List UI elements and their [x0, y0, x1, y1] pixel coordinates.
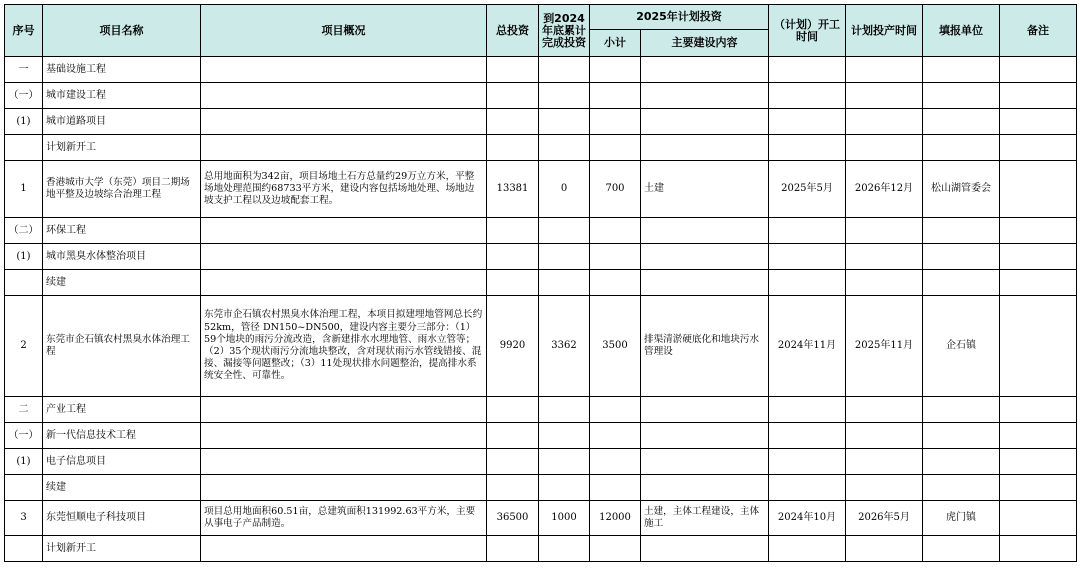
cell-empty: [641, 423, 769, 449]
cell-empty: [923, 218, 1000, 244]
cell-seq: 2: [5, 296, 43, 397]
cell-seq: (1): [5, 244, 43, 270]
cell-empty: [923, 270, 1000, 296]
cell-empty: [923, 536, 1000, 562]
cell-name: 电子信息项目: [43, 449, 201, 475]
header-seq: 序号: [5, 5, 43, 57]
cell-empty: [923, 83, 1000, 109]
cell-empty: [1000, 475, 1077, 501]
cell-empty: [590, 244, 641, 270]
cell-overview: 东莞市企石镇农村黑臭水体治理工程，本项目拟建埋地管网总长约 52km，管径 DN150~DN500，建设内容主要分三部分：（1）59个地块的雨污分流改造，含新建排水水埋地管、雨水立管等；（2）35个现状雨污分流地块整改，含对现状雨污水管线错接、混接、漏接等问题整改；（3）11处现状排水问题整治，提高排水系统安全性、可靠性。: [201, 296, 487, 397]
cell-empty: [641, 83, 769, 109]
table-row: [5, 296, 1077, 397]
cell-empty: [201, 109, 487, 135]
cell-seq: [5, 135, 43, 161]
investment-plan-table: [4, 4, 1077, 562]
cell-total: 13381: [487, 161, 539, 218]
cell-empty: [487, 244, 539, 270]
cell-empty: [641, 397, 769, 423]
cell-empty: [641, 270, 769, 296]
cell-name: 计划新开工: [43, 536, 201, 562]
table-body: [5, 57, 1077, 562]
cell-empty: [201, 270, 487, 296]
header-plan2025: 2025年计划投资: [590, 5, 769, 30]
table-header: [5, 5, 1077, 57]
cell-empty: [590, 109, 641, 135]
cell-production: 2026年12月: [846, 161, 923, 218]
cell-name: 续建: [43, 475, 201, 501]
cell-content: 土建，主体工程建设，主体施工: [641, 501, 769, 536]
table-row: [5, 501, 1077, 536]
cell-empty: [846, 536, 923, 562]
cell-subtotal: 12000: [590, 501, 641, 536]
cell-unit: 虎门镇: [923, 501, 1000, 536]
cell-empty: [487, 218, 539, 244]
cell-empty: [846, 270, 923, 296]
cell-empty: [769, 270, 846, 296]
cell-start: 2024年11月: [769, 296, 846, 397]
cell-name: 东莞恒顺电子科技项目: [43, 501, 201, 536]
cell-name: 计划新开工: [43, 135, 201, 161]
cell-empty: [923, 57, 1000, 83]
cell-empty: [539, 135, 590, 161]
table-row: [5, 135, 1077, 161]
cell-note: [1000, 296, 1077, 397]
cell-empty: [641, 449, 769, 475]
header-total: 总投资: [487, 5, 539, 57]
table-row: [5, 270, 1077, 296]
cell-empty: [769, 475, 846, 501]
cell-cumulative: 3362: [539, 296, 590, 397]
cell-subtotal: 3500: [590, 296, 641, 397]
cell-empty: [487, 397, 539, 423]
cell-name: 续建: [43, 270, 201, 296]
cell-empty: [539, 57, 590, 83]
cell-empty: [590, 423, 641, 449]
cell-empty: [1000, 244, 1077, 270]
cell-empty: [201, 218, 487, 244]
cell-seq: [5, 475, 43, 501]
header-subtotal: 小计: [590, 30, 641, 57]
cell-empty: [590, 57, 641, 83]
cell-name: 城市道路项目: [43, 109, 201, 135]
cell-empty: [539, 449, 590, 475]
cell-seq: （一）: [5, 423, 43, 449]
cell-empty: [487, 83, 539, 109]
cell-empty: [1000, 57, 1077, 83]
cell-seq: [5, 270, 43, 296]
table-row: [5, 83, 1077, 109]
cell-empty: [487, 449, 539, 475]
cell-empty: [641, 57, 769, 83]
cell-empty: [1000, 83, 1077, 109]
cell-content: 排渠清淤硬底化和地块污水管理设: [641, 296, 769, 397]
table-row: [5, 423, 1077, 449]
cell-seq: 1: [5, 161, 43, 218]
cell-empty: [1000, 135, 1077, 161]
header-content: 主要建设内容: [641, 30, 769, 57]
cell-empty: [769, 536, 846, 562]
cell-empty: [539, 109, 590, 135]
cell-overview: 总用地面积为342亩，项目场地土石方总量约29万立方米，平整场地处理范围约68733平方米，建设内容包括场地处理、场地边坡支护工程以及边坡配套工程。: [201, 161, 487, 218]
cell-empty: [1000, 536, 1077, 562]
cell-empty: [487, 536, 539, 562]
cell-total: 36500: [487, 501, 539, 536]
table-row: [5, 449, 1077, 475]
cell-empty: [201, 423, 487, 449]
cell-content: 土建: [641, 161, 769, 218]
cell-empty: [590, 449, 641, 475]
cell-empty: [201, 449, 487, 475]
header-start: （计划）开工时间: [769, 5, 846, 57]
cell-empty: [641, 135, 769, 161]
cell-seq: (1): [5, 449, 43, 475]
cell-empty: [846, 57, 923, 83]
cell-cumulative: 1000: [539, 501, 590, 536]
header-name: 项目名称: [43, 5, 201, 57]
cell-seq: 一: [5, 57, 43, 83]
cell-empty: [487, 475, 539, 501]
cell-empty: [1000, 218, 1077, 244]
cell-empty: [846, 218, 923, 244]
cell-empty: [539, 270, 590, 296]
cell-subtotal: 700: [590, 161, 641, 218]
cell-name: 产业工程: [43, 397, 201, 423]
cell-name: 新一代信息技术工程: [43, 423, 201, 449]
cell-name: 城市黑臭水体整治项目: [43, 244, 201, 270]
cell-seq: 3: [5, 501, 43, 536]
cell-seq: 二: [5, 397, 43, 423]
cell-empty: [487, 270, 539, 296]
cell-empty: [1000, 397, 1077, 423]
cell-empty: [846, 475, 923, 501]
header-note: 备注: [1000, 5, 1077, 57]
cell-empty: [590, 270, 641, 296]
cell-empty: [590, 135, 641, 161]
cell-empty: [487, 135, 539, 161]
cell-empty: [201, 244, 487, 270]
cell-name: 基础设施工程: [43, 57, 201, 83]
cell-empty: [923, 449, 1000, 475]
cell-empty: [846, 244, 923, 270]
cell-empty: [1000, 270, 1077, 296]
cell-empty: [923, 109, 1000, 135]
cell-empty: [201, 135, 487, 161]
cell-unit: 松山湖管委会: [923, 161, 1000, 218]
cell-production: 2026年5月: [846, 501, 923, 536]
cell-empty: [539, 244, 590, 270]
cell-name: 香港城市大学（东莞）项目二期场地平整及边坡综合治理工程: [43, 161, 201, 218]
table-row: [5, 397, 1077, 423]
cell-cumulative: 0: [539, 161, 590, 218]
cell-seq: [5, 536, 43, 562]
cell-empty: [539, 83, 590, 109]
table-row: [5, 218, 1077, 244]
cell-empty: [590, 218, 641, 244]
cell-seq: （二）: [5, 218, 43, 244]
cell-empty: [539, 475, 590, 501]
cell-empty: [769, 218, 846, 244]
header-unit: 填报单位: [923, 5, 1000, 57]
header-overview: 项目概况: [201, 5, 487, 57]
cell-empty: [590, 83, 641, 109]
cell-unit: 企石镇: [923, 296, 1000, 397]
cell-empty: [769, 57, 846, 83]
table-wrapper: [4, 4, 1077, 562]
cell-empty: [769, 423, 846, 449]
header-production: 计划投产时间: [846, 5, 923, 57]
cell-empty: [590, 475, 641, 501]
cell-empty: [641, 475, 769, 501]
cell-empty: [590, 397, 641, 423]
cell-empty: [487, 109, 539, 135]
cell-empty: [846, 83, 923, 109]
cell-empty: [487, 57, 539, 83]
cell-empty: [641, 536, 769, 562]
cell-empty: [769, 397, 846, 423]
table-row: [5, 475, 1077, 501]
cell-empty: [846, 423, 923, 449]
cell-empty: [923, 244, 1000, 270]
cell-empty: [201, 397, 487, 423]
cell-production: 2025年11月: [846, 296, 923, 397]
cell-empty: [590, 536, 641, 562]
cell-empty: [769, 83, 846, 109]
cell-name: 城市建设工程: [43, 83, 201, 109]
cell-empty: [641, 109, 769, 135]
table-row: [5, 109, 1077, 135]
cell-empty: [769, 244, 846, 270]
cell-note: [1000, 501, 1077, 536]
cell-empty: [201, 83, 487, 109]
cell-empty: [201, 536, 487, 562]
cell-empty: [539, 218, 590, 244]
table-row: [5, 536, 1077, 562]
cell-start: 2024年10月: [769, 501, 846, 536]
cell-empty: [846, 397, 923, 423]
table-row: [5, 161, 1077, 218]
cell-empty: [846, 109, 923, 135]
cell-start: 2025年5月: [769, 161, 846, 218]
cell-empty: [487, 423, 539, 449]
table-row: [5, 244, 1077, 270]
table-row: [5, 57, 1077, 83]
cell-empty: [1000, 423, 1077, 449]
cell-empty: [923, 475, 1000, 501]
cell-empty: [769, 135, 846, 161]
cell-empty: [641, 244, 769, 270]
cell-empty: [923, 423, 1000, 449]
cell-empty: [769, 449, 846, 475]
cell-empty: [1000, 109, 1077, 135]
cell-empty: [539, 423, 590, 449]
cell-empty: [846, 135, 923, 161]
cell-empty: [846, 449, 923, 475]
cell-empty: [923, 397, 1000, 423]
cell-empty: [539, 397, 590, 423]
cell-seq: (1): [5, 109, 43, 135]
cell-seq: （一）: [5, 83, 43, 109]
cell-name: 东莞市企石镇农村黑臭水体治理工程: [43, 296, 201, 397]
cell-empty: [769, 109, 846, 135]
cell-empty: [201, 57, 487, 83]
cell-empty: [641, 218, 769, 244]
cell-empty: [923, 135, 1000, 161]
cell-empty: [201, 475, 487, 501]
cell-name: 环保工程: [43, 218, 201, 244]
cell-overview: 项目总用地面积60.51亩，总建筑面积131992.63平方米，主要从事电子产品制造。: [201, 501, 487, 536]
cell-note: [1000, 161, 1077, 218]
cell-empty: [539, 536, 590, 562]
cell-empty: [1000, 449, 1077, 475]
cell-total: 9920: [487, 296, 539, 397]
header-cumulative: 到2024年底累计完成投资: [539, 5, 590, 57]
